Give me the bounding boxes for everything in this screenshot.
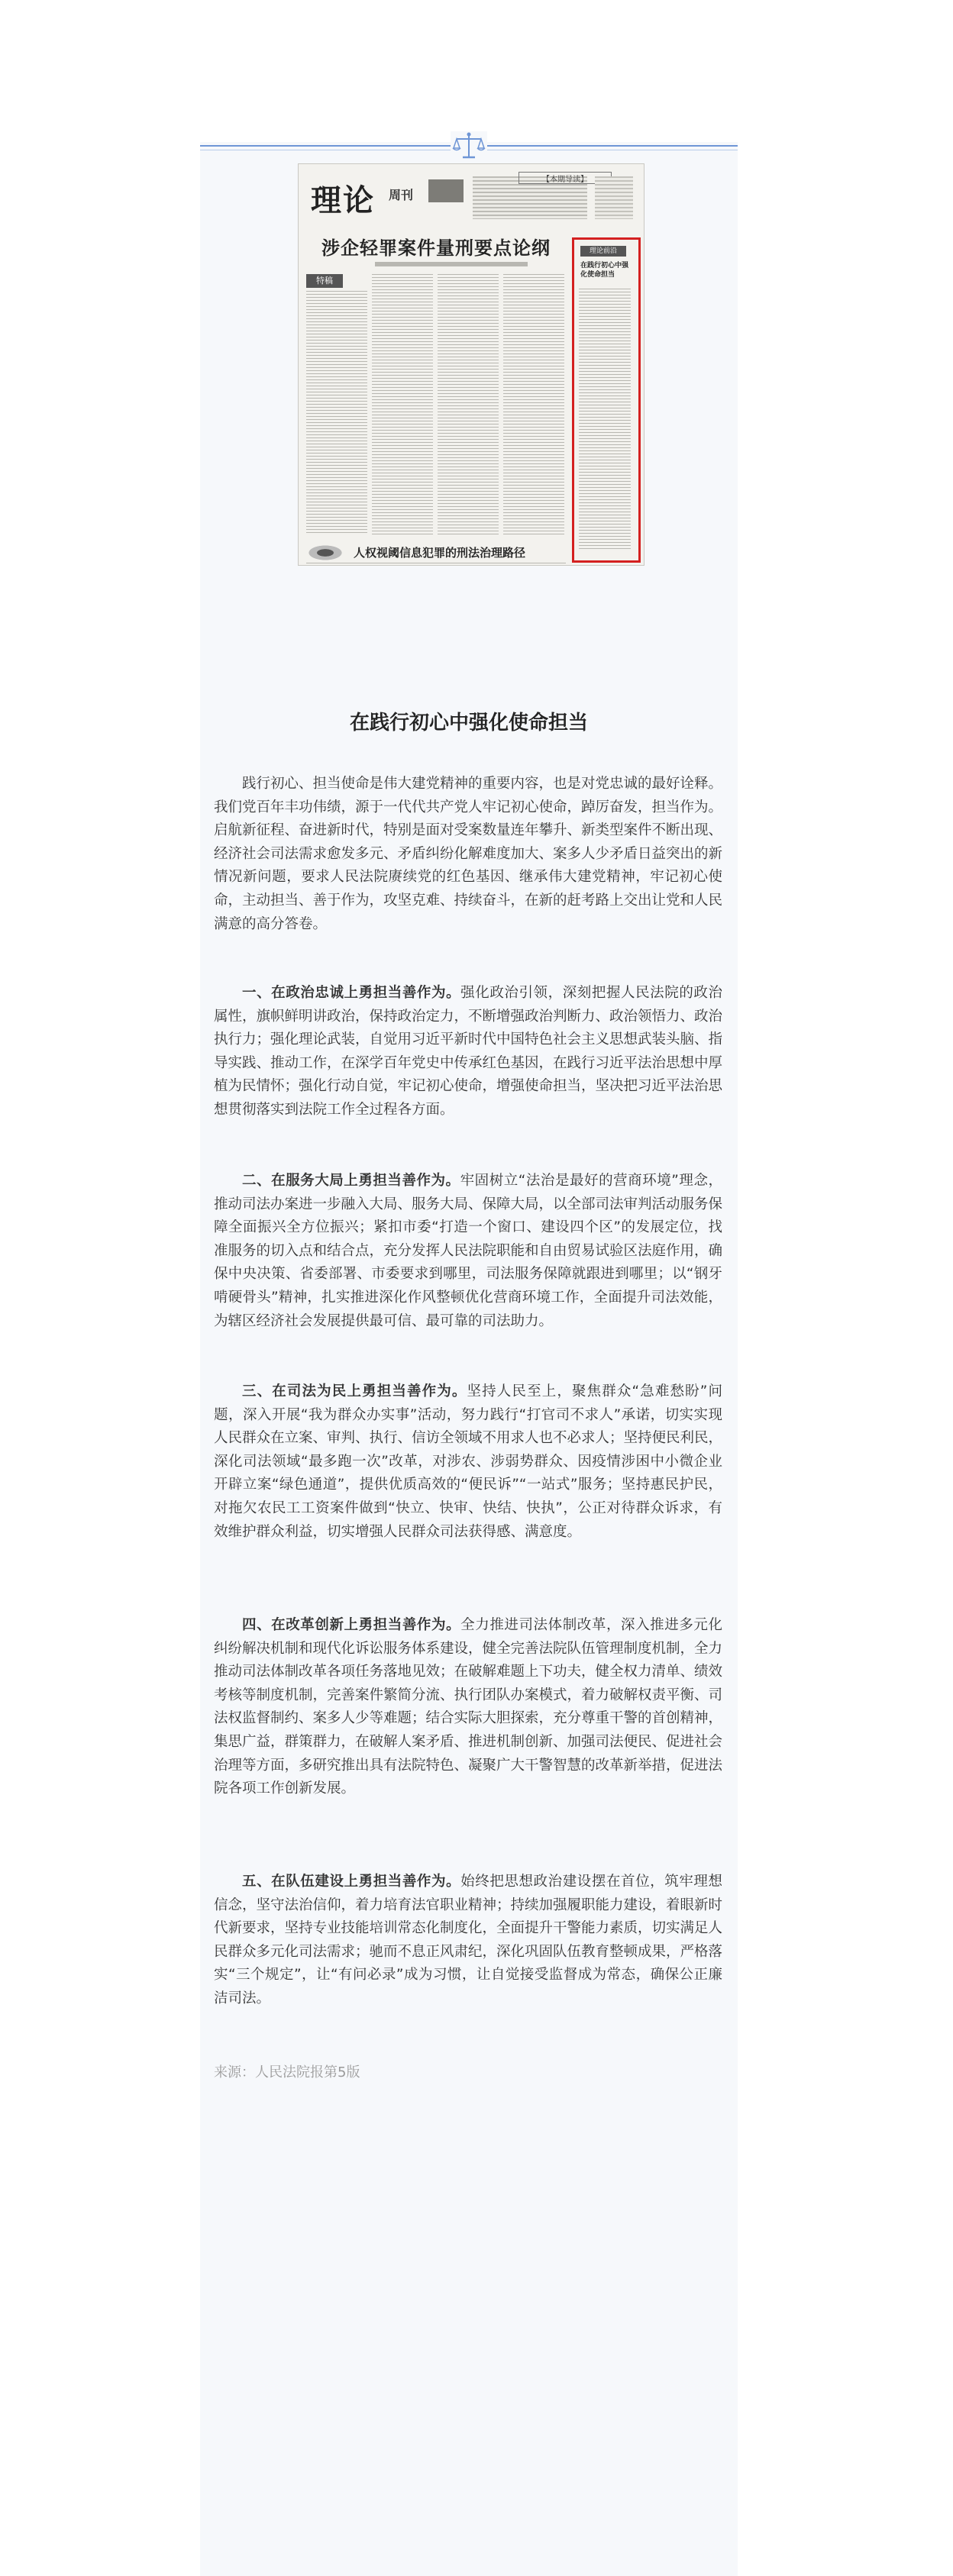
newspaper-headline: 涉企轻罪案件量刑要点论纲 — [321, 237, 551, 259]
newspaper-subheadline: 人权视阈信息犯罪的刑法治理路径 — [354, 546, 526, 560]
article-source: 来源：人民法院报第5版 — [214, 2064, 360, 2080]
section-heading: 三、在司法为民上勇担当善作为。 — [242, 1383, 467, 1399]
text-column — [372, 274, 433, 535]
masthead-right-block — [595, 176, 633, 219]
section-heading: 二、在服务大局上勇担当善作为。 — [242, 1173, 460, 1189]
masthead-subtitle: 周刊 — [389, 188, 414, 202]
section-heading: 五、在队伍建设上勇担当善作为。 — [242, 1874, 461, 1890]
section-heading: 四、在改革创新上勇担当善作为。 — [242, 1617, 461, 1633]
intro-text: 践行初心、担当使命是伟大建党精神的重要内容，也是对党忠诚的最好诠释。我们党百年丰功伟绩，源于一代代共产党人牢记初心使命，踔厉奋发，担当作为。启航新征程、奋进新时代，特别是面对受案数量连年攀升、新类型案件不断出现、经济社会司法需求愈发多元、矛盾纠纷化解难度加大、案多人少矛盾日益突出的新情况新问题，要求人民法院赓续党的红色基因、继承伟大建党精神，牢记初心使命，主动担当、善于作为，攻坚克难、持续奋斗，在新的赶考路上交出让党和人民满意的高分答卷。 — [214, 776, 723, 932]
section-text: 始终把思想政治建设摆在首位，筑牢理想信念，坚守法治信仰，着力培育法官职业精神；持续加强履职能力建设，着眼新时代新要求，坚持专业技能培训常态化制度化，全面提升干警能力素质，切实满足人民群众多元化司法需求；驰而不息正风肃纪，深化巩固队伍教育整顿成果，严格落实“三个规定”，让“有问必录”成为习惯，让自觉接受监督成为常态，确保公正廉洁司法。 — [214, 1874, 723, 2006]
digest-tag: 【本期导读】 — [518, 172, 612, 184]
text-column — [306, 563, 566, 566]
newspaper-page-image — [298, 163, 644, 566]
scales-of-justice-icon — [451, 131, 487, 162]
article-section-4 — [214, 1614, 722, 1801]
section-heading: 一、在政治忠诚上勇担当善作为。 — [242, 985, 461, 1001]
section-label: 特稿 — [306, 274, 343, 288]
text-column — [503, 274, 564, 535]
masthead-photo — [428, 179, 464, 202]
section-text: 强化政治引领，深刻把握人民法院的政治属性，旗帜鲜明讲政治，保持政治定力，不断增强政治判断力、政治领悟力、政治执行力；强化理论武装，自觉用习近平新时代中国特色社会主义思想武装头脑、指导实践、推动工作，在深学百年党史中传承红色基因，在践行习近平法治思想中厚植为民情怀；强化行动自觉，牢记初心使命，增强使命担当，坚决把习近平法治思想贯彻落实到法院工作全过程各方面。 — [214, 985, 723, 1118]
highlight-box-title: 在践行初心中强化使命担当 — [580, 262, 629, 279]
newspaper-byline — [375, 262, 528, 266]
masthead-logo: 理论 — [311, 182, 375, 218]
highlight-box-head: 理论前沿 — [580, 246, 626, 257]
article-title: 在践行初心中强化使命担当 — [349, 712, 588, 734]
eye-illustration — [306, 544, 344, 561]
article-section-1 — [214, 982, 722, 1122]
section-text: 全力推进司法体制改革，深入推进多元化纠纷解决机制和现代化诉讼服务体系建设，健全完善法院队伍管理制度机制，全力推动司法体制改革各项任务落地见效；在破解难题上下功夫，健全权力清单、绩效考核等制度机制，完善案件繁简分流、执行团队办案模式，着力破解权责平衡、司法权监督制约、案多人少等难题；结合实际大胆探索，充分尊重干警的首创精神，集思广益，群策群力，在破解人案矛盾、推进机制创新、加强司法便民、促进社会治理等方面，多研究推出具有法院特色、凝聚广大干警智慧的改革新举措，促进法院各项工作创新发展。 — [214, 1617, 723, 1797]
article-section-2 — [214, 1170, 722, 1333]
text-column — [579, 289, 631, 551]
section-text: 坚持人民至上，聚焦群众“急难愁盼”问题，深入开展“我为群众办实事”活动，努力践行“打官司不求人”承诺，切实实现人民群众在立案、审判、执行、信访全领域不用求人也不必求人；坚持便民利民，深化司法领域“最多跑一次”改革，对涉农、涉弱势群众、因疫情涉困中小微企业开辟立案“绿色通道”，提供优质高效的“便民诉”“一站式”服务；坚持惠民护民，对拖欠农民工工资案件做到“快立、快审、快结、快执”，公正对待群众诉求，有效维护群众利益，切实增强人民群众司法获得感、满意度。 — [214, 1383, 723, 1540]
newspaper-masthead — [305, 169, 638, 225]
article-section-3 — [214, 1380, 722, 1544]
section-text: 牢固树立“法治是最好的营商环境”理念，推动司法办案进一步融入大局、服务大局、保障大局，以全部司法审判活动服务保障全面振兴全方位振兴；紧扣市委“打造一个窗口、建设四个区”的发展定位，找准服务的切入点和结合点，充分发挥人民法院职能和自由贸易试验区法庭作用，确保中央决策、省委部署、市委要求到哪里，司法服务保障就跟进到哪里；以“钢牙啃硬骨头”精神，扎实推进深化作风整顿优化营商环境工作，全面提升司法效能，为辖区经济社会发展提供最可信、最可靠的司法助力。 — [214, 1173, 723, 1329]
text-column — [306, 291, 367, 535]
highlighted-article-frame — [572, 237, 641, 563]
article-section-5 — [214, 1871, 722, 2011]
text-column — [438, 274, 499, 535]
article-intro — [214, 773, 722, 936]
